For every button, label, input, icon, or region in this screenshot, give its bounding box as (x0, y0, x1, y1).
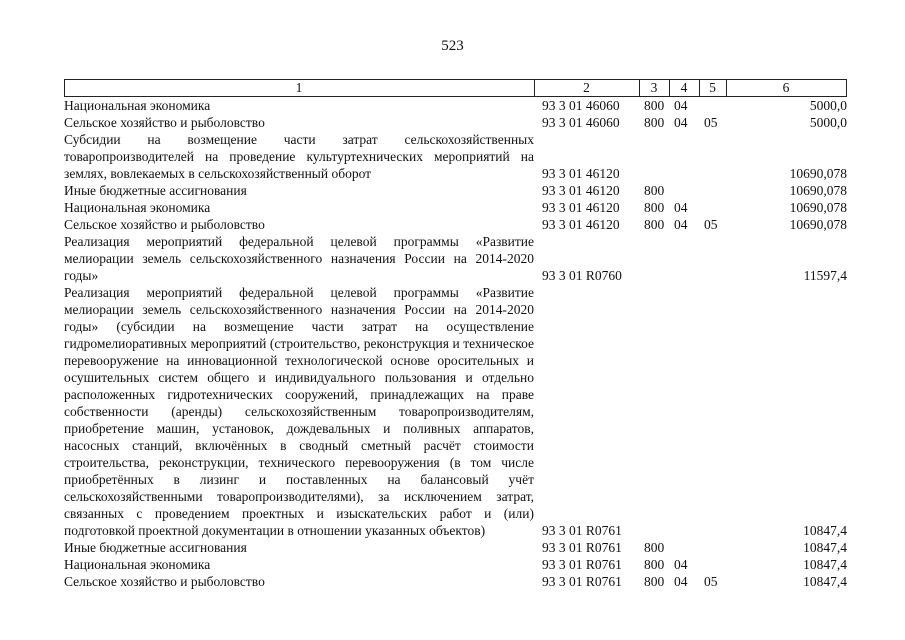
table-row (64, 114, 847, 131)
row-target-code: 93 3 01 46060 (542, 98, 620, 113)
row-target-code: 93 3 01 R0761 (542, 540, 622, 555)
row-section: 04 (674, 557, 688, 572)
row-name: Реализация мероприятий федеральной целевой программы «Развитие мелиорации земель сельскохозяйственного назначения России на 2014-2020 годы» (64, 234, 534, 283)
row-target-code: 93 3 01 R0761 (542, 523, 622, 538)
row-target-code: 93 3 01 R0761 (542, 574, 622, 589)
table-row (64, 199, 847, 216)
table-header (64, 79, 847, 96)
table-row (64, 539, 847, 556)
row-expense-type: 800 (644, 200, 665, 215)
header-col-5: 5 (709, 80, 716, 95)
row-target-code: 93 3 01 46120 (542, 200, 620, 215)
row-target-code: 93 3 01 R0761 (542, 557, 622, 572)
row-target-code: 93 3 01 46120 (542, 217, 620, 232)
row-expense-type: 800 (644, 574, 665, 589)
row-expense-type: 800 (644, 98, 665, 113)
row-expense-type: 800 (644, 115, 665, 130)
header-col-2: 2 (583, 80, 590, 95)
table-row (64, 182, 847, 199)
row-name: Реализация мероприятий федеральной целевой программы «Развитие мелиорации земель сельскохозяйственного назначения России на 2014-2020 годы» (субсидии на возмещение части затрат на осуществление гидромелиоративных мероприятий (строительство, реконструкция и техническое перевооружение на инновационной технологической основе оросительных и осушительных систем общего и индивидуального пользования и отдельно расположенных гидротехнических сооружений, принадлежащих на праве собственности (аренды) сельскохозяйственным товаропроизводителям, приобретение машин, установок, дождевальных и поливных аппаратов, насосных станций, включённых в сводный сметный расчёт стоимости строительства, реконструкции, технического перевооружения (в том числе приобретённых в лизинг и поставленных на балансовый учёт сельскохозяйственными товаропроизводителями), за исключением затрат, связанных с проведением проектных и изыскательских работ и (или) подготовкой проектной документации в отношении указанных объектов) (64, 285, 534, 538)
table-row (64, 284, 847, 539)
row-amount: 5000,0 (809, 98, 847, 113)
row-section: 04 (674, 200, 688, 215)
row-section: 04 (674, 98, 688, 113)
row-expense-type: 800 (644, 557, 665, 572)
row-amount: 10847,4 (803, 523, 847, 538)
row-target-code: 93 3 01 46060 (542, 115, 620, 130)
row-amount: 10847,4 (803, 540, 847, 555)
row-name: Иные бюджетные ассигнования (64, 183, 247, 198)
row-section: 04 (674, 574, 688, 589)
budget-table (64, 79, 847, 590)
table-body (64, 97, 847, 590)
header-col-6: 6 (782, 80, 790, 95)
row-section: 04 (674, 217, 688, 232)
row-name: Сельское хозяйство и рыболовство (64, 115, 265, 130)
row-name: Национальная экономика (64, 557, 211, 572)
row-name: Иные бюджетные ассигнования (64, 540, 247, 555)
page-number: 523 (441, 38, 464, 54)
row-amount: 10690,078 (789, 166, 847, 181)
table-row (64, 233, 847, 284)
row-amount: 10690,078 (789, 200, 847, 215)
table-row (64, 573, 847, 590)
row-name: Субсидии на возмещение части затрат сельскохозяйственных товаропроизводителей на проведение культуртехнических мероприятий на землях, вовлекаемых в сельскохозяйственный оборот (64, 132, 534, 181)
row-subsection: 05 (704, 217, 718, 232)
row-name: Сельское хозяйство и рыболовство (64, 574, 265, 589)
row-section: 04 (674, 115, 688, 130)
row-target-code: 93 3 01 46120 (542, 183, 620, 198)
row-target-code: 93 3 01 R0760 (542, 268, 622, 283)
row-amount: 5000,0 (809, 115, 847, 130)
table-row (64, 556, 847, 573)
header-col-4: 4 (680, 80, 688, 95)
row-expense-type: 800 (644, 217, 665, 232)
row-amount: 10847,4 (803, 574, 847, 589)
row-subsection: 05 (704, 115, 718, 130)
row-name: Национальная экономика (64, 200, 211, 215)
header-col-3: 3 (650, 80, 658, 95)
table-row (64, 216, 847, 233)
row-subsection: 05 (704, 574, 718, 589)
row-amount: 10690,078 (789, 217, 847, 232)
row-name: Сельское хозяйство и рыболовство (64, 217, 265, 232)
header-col-1: 1 (295, 80, 303, 95)
row-expense-type: 800 (644, 183, 665, 198)
row-amount: 11597,4 (803, 268, 847, 283)
table-row (64, 97, 847, 114)
row-name: Национальная экономика (64, 98, 211, 113)
row-amount: 10690,078 (789, 183, 847, 198)
row-amount: 10847,4 (803, 557, 847, 572)
row-target-code: 93 3 01 46120 (542, 166, 620, 181)
row-expense-type: 800 (644, 540, 665, 555)
table-row (64, 131, 847, 182)
